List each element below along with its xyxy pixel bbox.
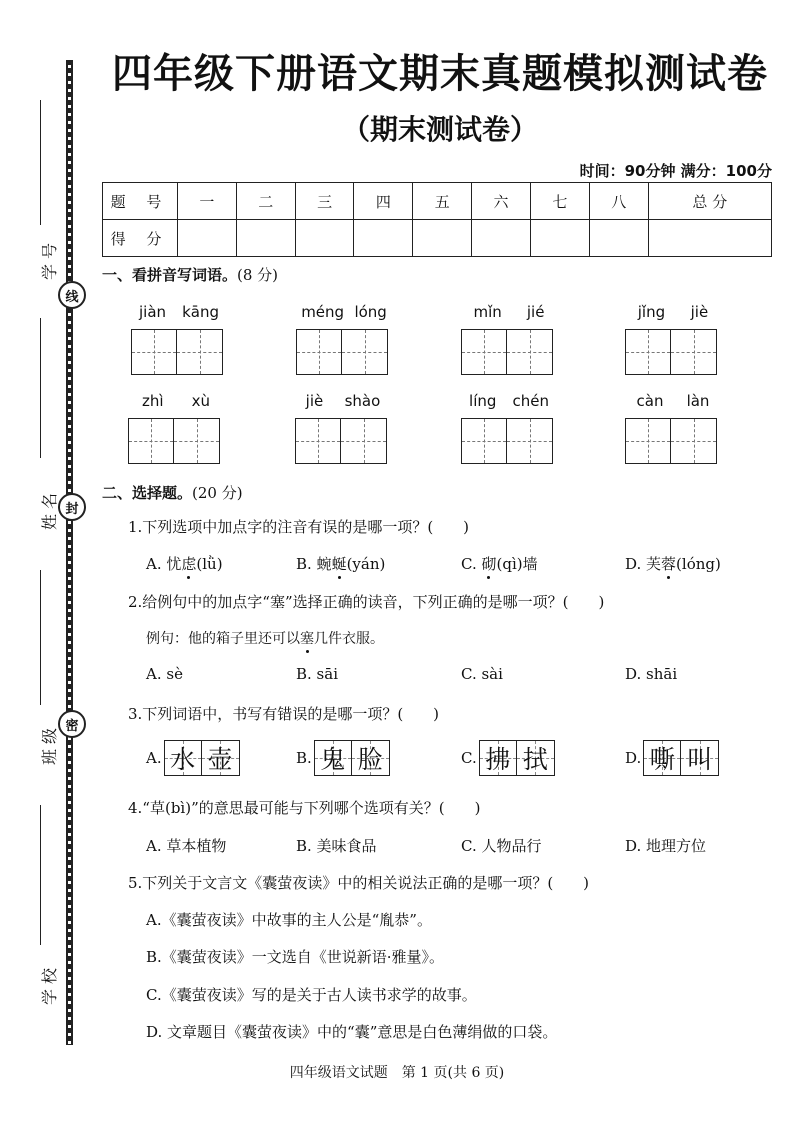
score-header-cell: 六: [472, 183, 531, 220]
char-cell: [643, 740, 681, 776]
q5-option-a[interactable]: A.《囊萤夜读》中故事的主人公是“胤恭”。: [146, 911, 432, 929]
q3-option-d[interactable]: [625, 740, 719, 776]
q2-option-d[interactable]: D. shāi: [625, 665, 678, 683]
time-info: 时间：90分钟 满分：100分: [579, 162, 772, 180]
seal-mi: 密: [58, 710, 86, 738]
option-text: D. 芙: [625, 555, 662, 573]
school-line: [40, 805, 41, 945]
q1-option-a[interactable]: [146, 553, 223, 574]
pinyin-syllable: méng: [301, 303, 345, 321]
char: 拂: [485, 745, 511, 774]
pinyin-word: [295, 392, 391, 464]
score-cell[interactable]: [648, 220, 771, 257]
option-label: D.: [625, 749, 642, 767]
char-cell: [681, 740, 719, 776]
name-line: [40, 318, 41, 458]
dotted-char: 砌: [481, 555, 497, 573]
score-cell[interactable]: [530, 220, 589, 257]
q3-option-c[interactable]: [461, 740, 555, 776]
option-text: B. 蜿: [296, 555, 332, 573]
score-header-cell: 二: [236, 183, 295, 220]
writing-box[interactable]: [507, 329, 553, 375]
pinyin-syllable: zhì: [142, 392, 164, 410]
writing-box[interactable]: [671, 329, 717, 375]
pinyin-word: [296, 303, 392, 375]
char: 拭: [522, 745, 548, 774]
char: 嘶: [649, 745, 675, 774]
section1-title: 一、看拼音写词语。: [102, 266, 238, 284]
option-text: (qì)墙: [496, 555, 538, 573]
q2-option-c[interactable]: C. sài: [461, 665, 503, 683]
pinyin-syllable: chén: [512, 392, 549, 410]
pinyin-word: [131, 303, 227, 375]
option-label: C.: [461, 749, 477, 767]
writing-box[interactable]: [625, 329, 671, 375]
score-header-cell: 四: [354, 183, 413, 220]
char: 壶: [207, 745, 233, 774]
score-cell[interactable]: [472, 220, 531, 257]
dotted-char: 虑: [181, 555, 197, 573]
writing-box[interactable]: [131, 329, 177, 375]
option-text: (lóng): [676, 555, 721, 573]
score-table-header-row: [103, 183, 772, 220]
q1-option-b[interactable]: [296, 553, 385, 574]
q5-option-c[interactable]: C.《囊萤夜读》写的是关于古人读书求学的故事。: [146, 986, 477, 1004]
q4-option-b[interactable]: B. 美味食品: [296, 837, 377, 855]
writing-box[interactable]: [128, 418, 174, 464]
pinyin-word: [461, 303, 557, 375]
student-id-line: [40, 100, 41, 225]
section2-points: (20 分): [192, 484, 243, 502]
section2-heading: [102, 482, 243, 503]
section1-points: (8 分): [237, 266, 279, 284]
writing-box[interactable]: [295, 418, 341, 464]
class-label: 班 级: [40, 727, 60, 766]
dotted-char: 塞: [300, 631, 314, 647]
q3-option-a[interactable]: [146, 740, 240, 776]
score-header-cell: 一: [178, 183, 237, 220]
pinyin-syllable: lóng: [354, 303, 387, 321]
q2-option-b[interactable]: B. sāi: [296, 665, 338, 683]
pinyin-syllable: shào: [344, 392, 381, 410]
page-subtitle: （期末测试卷）: [341, 113, 538, 146]
writing-box[interactable]: [177, 329, 223, 375]
q5-option-d[interactable]: D. 文章题目《囊萤夜读》中的“囊”意思是白色薄绢做的口袋。: [146, 1023, 558, 1041]
pinyin-syllable: kāng: [182, 303, 219, 321]
char-cell: [352, 740, 390, 776]
section2-title: 二、选择题。: [102, 484, 193, 502]
seal-xian: 线: [58, 281, 86, 309]
score-cell[interactable]: [236, 220, 295, 257]
option-text: (yán): [346, 555, 386, 573]
score-header-cell: 七: [530, 183, 589, 220]
pinyin-word: [461, 392, 557, 464]
writing-box[interactable]: [174, 418, 220, 464]
question-5: 5.下列关于文言文《囊萤夜读》中的相关说法正确的是哪一项？( ): [128, 874, 590, 892]
student-id-label: 学 号: [40, 242, 60, 281]
q5-option-b[interactable]: B.《囊萤夜读》一文选自《世说新语·雅量》。: [146, 948, 445, 966]
pinyin-syllable: líng: [469, 392, 497, 410]
score-cell[interactable]: [178, 220, 237, 257]
pinyin-syllable: làn: [686, 392, 710, 410]
q2-option-a[interactable]: A. sè: [146, 665, 183, 683]
pinyin-syllable: jiè: [690, 303, 709, 321]
score-table: [102, 182, 772, 257]
writing-box[interactable]: [461, 329, 507, 375]
char-cell: [314, 740, 352, 776]
question-3: 3.下列词语中，书写有错误的是哪一项？( ): [128, 705, 440, 723]
writing-box[interactable]: [461, 418, 507, 464]
section1-heading: [102, 264, 278, 285]
char: 脸: [357, 745, 383, 774]
example-text: 几件衣服。: [314, 631, 384, 647]
name-label: 姓 名: [40, 492, 60, 531]
pinyin-word: [625, 303, 721, 375]
question-2: 2.给例句中的加点字“塞”选择正确的读音，下列正确的是哪一项？( ): [128, 593, 605, 611]
pinyin-syllable: xù: [191, 392, 210, 410]
char: 鬼: [320, 745, 346, 774]
writing-box[interactable]: [296, 329, 342, 375]
score-cell[interactable]: [295, 220, 354, 257]
char: 水: [170, 745, 196, 774]
option-label: B.: [296, 749, 312, 767]
writing-box[interactable]: [507, 418, 553, 464]
page-footer: 四年级语文试题 第 1 页(共 6 页): [289, 1065, 505, 1081]
writing-box[interactable]: [342, 329, 388, 375]
seal-feng: 封: [58, 493, 86, 521]
class-line: [40, 570, 41, 705]
pinyin-word: [625, 392, 721, 464]
writing-box[interactable]: [341, 418, 387, 464]
page-title: 四年级下册语文期末真题模拟测试卷: [112, 51, 768, 97]
option-text: C.: [461, 555, 482, 573]
char-cell: [202, 740, 240, 776]
q4-option-c[interactable]: C. 人物品行: [461, 837, 542, 855]
writing-box[interactable]: [671, 418, 717, 464]
pinyin-word: [128, 392, 224, 464]
writing-box[interactable]: [625, 418, 671, 464]
dotted-char: 蜒: [331, 555, 347, 573]
pinyin-syllable: jié: [526, 303, 545, 321]
q1-option-c[interactable]: [461, 553, 538, 574]
score-header-cell: 八: [589, 183, 648, 220]
example-text: 例句：他的箱子里还可以: [146, 631, 300, 647]
school-label: 学 校: [40, 967, 60, 1006]
q3-option-b[interactable]: [296, 740, 390, 776]
option-label: A.: [146, 749, 162, 767]
q4-option-d[interactable]: D. 地理方位: [625, 837, 707, 855]
char-cell: [479, 740, 517, 776]
score-cell[interactable]: [354, 220, 413, 257]
char-cell: [164, 740, 202, 776]
char: 叫: [687, 745, 713, 774]
score-cell[interactable]: [413, 220, 472, 257]
pinyin-syllable: jǐng: [637, 303, 666, 321]
score-cell[interactable]: [589, 220, 648, 257]
score-row-label: 得 分: [103, 220, 178, 257]
score-header-cell: 五: [413, 183, 472, 220]
option-text: (lǜ): [196, 555, 223, 573]
question-4: 4.“草(bì)”的意思最可能与下列哪个选项有关？( ): [128, 799, 481, 817]
pinyin-syllable: mǐn: [473, 303, 502, 321]
score-header-cell: 总 分: [648, 183, 771, 220]
score-header-cell: 三: [295, 183, 354, 220]
char-cell: [517, 740, 555, 776]
pinyin-syllable: jiè: [305, 392, 324, 410]
dotted-char: 蓉: [661, 555, 677, 573]
score-table-score-row: [103, 220, 772, 257]
score-header-cell: 题 号: [103, 183, 178, 220]
pinyin-syllable: jiàn: [139, 303, 167, 321]
q4-option-a[interactable]: A. 草本植物: [146, 837, 227, 855]
q2-example: [146, 628, 384, 648]
binding-line: [66, 60, 73, 1045]
q1-option-d[interactable]: [625, 553, 721, 574]
option-text: A. 忧: [146, 555, 182, 573]
question-1: 1.下列选项中加点字的注音有误的是哪一项？( ): [128, 518, 470, 536]
pinyin-syllable: càn: [636, 392, 664, 410]
